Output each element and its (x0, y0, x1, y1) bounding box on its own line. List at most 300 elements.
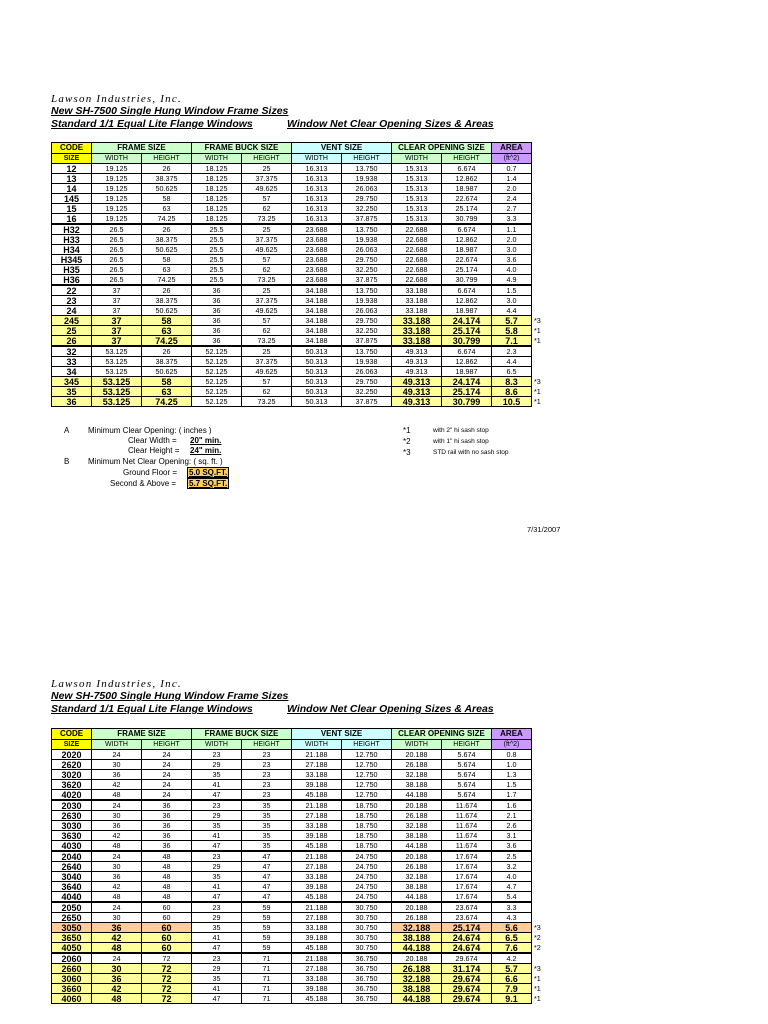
cell-area: 4.2 (492, 953, 532, 964)
table-row (52, 184, 552, 194)
cell-buck-width: 18.125 (192, 174, 242, 184)
table-row (52, 800, 552, 811)
cell-frame-height: 63 (142, 326, 192, 336)
cell-buck-width: 36 (192, 316, 242, 326)
cell-buck-width: 52.125 (192, 377, 242, 387)
cell-frame-width: 42 (92, 882, 142, 892)
cell-clear-width: 38.188 (392, 984, 442, 994)
cell-clear-width: 49.313 (392, 346, 442, 357)
cell-footnote (532, 275, 552, 286)
cell-buck-height: 47 (242, 872, 292, 882)
table-row (52, 265, 552, 275)
cell-frame-width: 53.125 (92, 367, 142, 377)
cell-footnote (532, 800, 552, 811)
cell-frame-width: 48 (92, 892, 142, 903)
table-row (52, 841, 552, 852)
cell-frame-height: 74.25 (142, 336, 192, 347)
cell-code: 4030 (52, 841, 92, 852)
cell-clear-height: 25.174 (442, 204, 492, 214)
cell-buck-height: 47 (242, 862, 292, 872)
table-row (52, 913, 552, 923)
cell-vent-width: 45.188 (292, 790, 342, 801)
cell-area: 3.2 (492, 862, 532, 872)
cell-buck-width: 36 (192, 296, 242, 306)
cell-footnote (532, 760, 552, 770)
cell-buck-width: 23 (192, 851, 242, 862)
cell-frame-width: 36 (92, 770, 142, 780)
cell-vent-height: 32.250 (342, 265, 392, 275)
cell-footnote (532, 367, 552, 377)
cell-clear-width: 33.188 (392, 296, 442, 306)
cell-vent-width: 39.188 (292, 882, 342, 892)
cell-vent-height: 19.938 (342, 296, 392, 306)
cell-buck-width: 29 (192, 862, 242, 872)
cell-area: 2.3 (492, 346, 532, 357)
cell-clear-height: 6.674 (442, 224, 492, 235)
cell-frame-height: 36 (142, 831, 192, 841)
cell-vent-width: 16.313 (292, 194, 342, 204)
table-row (52, 933, 552, 943)
cell-footnote (532, 902, 552, 913)
second-floor-label: Second & Above = (110, 479, 177, 488)
table-row (52, 387, 552, 397)
cell-area: 5.4 (492, 892, 532, 903)
cell-frame-height: 60 (142, 943, 192, 954)
cell-frame-height: 60 (142, 933, 192, 943)
cell-vent-width: 16.313 (292, 204, 342, 214)
cell-footnote: *3 (534, 315, 541, 325)
col-header-clear-opening: CLEAR OPENING SIZE (392, 729, 492, 740)
cell-code: 345 (52, 377, 92, 387)
footnote-1-mark: *1 (403, 426, 411, 435)
cell-vent-height: 37.875 (342, 275, 392, 286)
cell-clear-width: 32.188 (392, 974, 442, 984)
cell-vent-height: 18.750 (342, 821, 392, 831)
cell-vent-width: 27.188 (292, 811, 342, 821)
col-subheader-area-unit: (ft^2) (492, 740, 532, 750)
cell-frame-width: 24 (92, 851, 142, 862)
cell-vent-height: 30.750 (342, 913, 392, 923)
cell-clear-height: 25.174 (442, 265, 492, 275)
cell-vent-width: 34.188 (292, 316, 342, 326)
cell-footnote (532, 265, 552, 275)
cell-area: 9.1 (492, 994, 532, 1004)
cell-buck-height: 71 (242, 953, 292, 964)
footnote-3-text: STD rail with no sash stop (433, 449, 509, 456)
cell-area: 7.1 (492, 336, 532, 347)
cell-buck-width: 52.125 (192, 397, 242, 407)
cell-vent-width: 33.188 (292, 770, 342, 780)
cell-vent-height: 18.750 (342, 831, 392, 841)
table-row (52, 882, 552, 892)
cell-frame-height: 38.375 (142, 235, 192, 245)
cell-frame-height: 36 (142, 841, 192, 852)
note-a-text: Minimum Clear Opening: ( inches ) (88, 426, 212, 435)
cell-footnote (532, 831, 552, 841)
table-row (52, 296, 552, 306)
cell-frame-height: 72 (142, 953, 192, 964)
cell-area: 8.3 (492, 377, 532, 387)
cell-buck-height: 62 (242, 265, 292, 275)
cell-buck-height: 59 (242, 902, 292, 913)
cell-area: 4.4 (492, 357, 532, 367)
cell-vent-height: 26.063 (342, 367, 392, 377)
cell-buck-width: 52.125 (192, 357, 242, 367)
table-row (52, 760, 552, 770)
cell-frame-height: 50.625 (142, 245, 192, 255)
cell-area: 1.6 (492, 800, 532, 811)
cell-code: 3020 (52, 770, 92, 780)
cell-frame-height: 72 (142, 964, 192, 974)
cell-frame-height: 26 (142, 285, 192, 296)
cell-vent-height: 19.938 (342, 357, 392, 367)
cell-clear-width: 32.188 (392, 923, 442, 933)
cell-frame-height: 63 (142, 265, 192, 275)
cell-clear-height: 30.799 (442, 275, 492, 286)
cell-vent-height: 30.750 (342, 902, 392, 913)
cell-clear-height: 6.674 (442, 346, 492, 357)
cell-area: 3.3 (492, 214, 532, 225)
cell-clear-height: 11.674 (442, 800, 492, 811)
cell-buck-width: 36 (192, 326, 242, 336)
cell-vent-width: 27.188 (292, 760, 342, 770)
cell-clear-width: 15.313 (392, 194, 442, 204)
cell-vent-height: 32.250 (342, 204, 392, 214)
cell-vent-width: 45.188 (292, 892, 342, 903)
cell-buck-height: 59 (242, 913, 292, 923)
cell-buck-width: 36 (192, 306, 242, 316)
cell-footnote (532, 346, 552, 357)
cell-vent-height: 18.750 (342, 811, 392, 821)
cell-code: 33 (52, 357, 92, 367)
cell-buck-width: 52.125 (192, 387, 242, 397)
col-subheader-buck-height: HEIGHT (242, 154, 292, 164)
col-header-frame-size: FRAME SIZE (92, 143, 192, 154)
cell-vent-height: 26.063 (342, 184, 392, 194)
cell-vent-height: 24.750 (342, 872, 392, 882)
cell-code: 3660 (52, 984, 92, 994)
cell-frame-width: 48 (92, 943, 142, 954)
cell-area: 2.6 (492, 821, 532, 831)
table-row (52, 750, 552, 760)
cell-code: 3040 (52, 872, 92, 882)
cell-clear-width: 49.313 (392, 377, 442, 387)
cell-code: 2050 (52, 902, 92, 913)
cell-vent-width: 27.188 (292, 913, 342, 923)
cell-frame-width: 53.125 (92, 377, 142, 387)
cell-vent-width: 39.188 (292, 984, 342, 994)
cell-code: 2650 (52, 913, 92, 923)
cell-vent-width: 16.313 (292, 214, 342, 225)
cell-buck-height: 37.375 (242, 296, 292, 306)
subheader-row (52, 154, 552, 164)
ground-floor-value: 5.0 SQ.FT. (189, 468, 228, 477)
table-row (52, 306, 552, 316)
title-clear-opening-p2: Window Net Clear Opening Sizes & Areas (287, 703, 494, 715)
cell-vent-width: 33.188 (292, 974, 342, 984)
cell-buck-width: 18.125 (192, 164, 242, 174)
cell-frame-height: 60 (142, 902, 192, 913)
cell-buck-height: 71 (242, 994, 292, 1004)
cell-vent-height: 13.750 (342, 224, 392, 235)
cell-footnote (532, 851, 552, 862)
cell-frame-height: 72 (142, 974, 192, 984)
cell-code: H36 (52, 275, 92, 286)
cell-frame-height: 63 (142, 387, 192, 397)
cell-frame-width: 48 (92, 790, 142, 801)
cell-clear-width: 20.188 (392, 902, 442, 913)
cell-clear-width: 38.188 (392, 780, 442, 790)
cell-vent-width: 34.188 (292, 285, 342, 296)
cell-frame-height: 50.625 (142, 367, 192, 377)
cell-vent-width: 39.188 (292, 831, 342, 841)
cell-clear-width: 33.188 (392, 326, 442, 336)
cell-clear-height: 25.174 (442, 923, 492, 933)
cell-vent-width: 50.313 (292, 346, 342, 357)
col-subheader-frame-width: WIDTH (92, 154, 142, 164)
cell-buck-width: 41 (192, 831, 242, 841)
cell-area: 2.0 (492, 184, 532, 194)
cell-frame-height: 58 (142, 255, 192, 265)
cell-vent-width: 34.188 (292, 326, 342, 336)
cell-frame-height: 24 (142, 760, 192, 770)
cell-code: 2040 (52, 851, 92, 862)
cell-footnote: *3 (534, 963, 541, 973)
cell-buck-width: 29 (192, 913, 242, 923)
cell-buck-height: 47 (242, 892, 292, 903)
cell-buck-height: 59 (242, 923, 292, 933)
cell-footnote: *1 (534, 983, 541, 993)
cell-frame-width: 24 (92, 750, 142, 760)
cell-frame-height: 48 (142, 882, 192, 892)
cell-frame-width: 19.125 (92, 164, 142, 174)
cell-clear-width: 49.313 (392, 387, 442, 397)
cell-vent-width: 27.188 (292, 964, 342, 974)
cell-clear-width: 20.188 (392, 953, 442, 964)
cell-area: 2.0 (492, 235, 532, 245)
col-subheader-buck-width: WIDTH (192, 154, 242, 164)
cell-buck-width: 35 (192, 821, 242, 831)
cell-clear-width: 20.188 (392, 851, 442, 862)
cell-buck-width: 29 (192, 760, 242, 770)
cell-code: 16 (52, 214, 92, 225)
cell-footnote: *2 (534, 932, 541, 942)
col-header-size: SIZE (52, 154, 92, 164)
cell-frame-height: 26 (142, 346, 192, 357)
cell-vent-height: 12.750 (342, 770, 392, 780)
col-subheader-buck-height: HEIGHT (242, 740, 292, 750)
cell-footnote (532, 790, 552, 801)
cell-vent-width: 23.688 (292, 235, 342, 245)
cell-frame-width: 53.125 (92, 387, 142, 397)
cell-buck-width: 25.5 (192, 265, 242, 275)
cell-vent-height: 19.938 (342, 235, 392, 245)
cell-buck-width: 36 (192, 285, 242, 296)
cell-clear-height: 18.987 (442, 367, 492, 377)
company-name-2: Lawson Industries, Inc. (51, 678, 182, 690)
cell-clear-height: 5.674 (442, 790, 492, 801)
cell-vent-width: 16.313 (292, 174, 342, 184)
cell-footnote (532, 821, 552, 831)
clear-width-label: Clear Width = (128, 436, 177, 445)
table-row (52, 224, 552, 235)
cell-frame-width: 37 (92, 326, 142, 336)
table-row (52, 214, 552, 225)
clear-height-label: Clear Height = (128, 446, 180, 455)
cell-footnote: *2 (534, 942, 541, 952)
cell-code: 3630 (52, 831, 92, 841)
cell-area: 1.0 (492, 760, 532, 770)
cell-area: 5.6 (492, 923, 532, 933)
cell-frame-height: 24 (142, 750, 192, 760)
table-row (52, 790, 552, 801)
cell-frame-height: 74.25 (142, 214, 192, 225)
cell-code: 15 (52, 204, 92, 214)
cell-buck-height: 73.25 (242, 214, 292, 225)
cell-vent-width: 45.188 (292, 994, 342, 1004)
cell-vent-width: 33.188 (292, 872, 342, 882)
header-spacer (532, 740, 552, 750)
cell-buck-width: 18.125 (192, 204, 242, 214)
footnote-2-mark: *2 (403, 437, 411, 446)
cell-buck-width: 41 (192, 933, 242, 943)
cell-buck-height: 73.25 (242, 397, 292, 407)
cell-buck-width: 35 (192, 974, 242, 984)
cell-code: 4060 (52, 994, 92, 1004)
cell-code: 12 (52, 164, 92, 174)
cell-vent-height: 26.063 (342, 306, 392, 316)
cell-vent-width: 39.188 (292, 933, 342, 943)
cell-clear-height: 12.862 (442, 235, 492, 245)
table-row (52, 974, 552, 984)
cell-vent-height: 18.750 (342, 800, 392, 811)
cell-clear-height: 11.674 (442, 811, 492, 821)
table-row (52, 285, 552, 296)
cell-frame-width: 37 (92, 296, 142, 306)
cell-buck-width: 47 (192, 994, 242, 1004)
cell-frame-width: 19.125 (92, 184, 142, 194)
cell-clear-height: 17.674 (442, 851, 492, 862)
frame-size-table-1 (51, 142, 552, 407)
col-header-clear-opening: CLEAR OPENING SIZE (392, 143, 492, 154)
cell-clear-width: 44.188 (392, 943, 442, 954)
cell-footnote (532, 892, 552, 903)
cell-clear-width: 32.188 (392, 770, 442, 780)
cell-vent-width: 50.313 (292, 377, 342, 387)
cell-area: 8.6 (492, 387, 532, 397)
cell-clear-width: 44.188 (392, 892, 442, 903)
cell-frame-height: 60 (142, 923, 192, 933)
cell-clear-width: 33.188 (392, 285, 442, 296)
table-row (52, 357, 552, 367)
cell-frame-height: 26 (142, 164, 192, 174)
cell-frame-width: 30 (92, 760, 142, 770)
cell-clear-width: 44.188 (392, 994, 442, 1004)
cell-vent-height: 18.750 (342, 841, 392, 852)
cell-code: 2620 (52, 760, 92, 770)
cell-vent-width: 34.188 (292, 306, 342, 316)
table-row (52, 367, 552, 377)
cell-buck-height: 57 (242, 255, 292, 265)
cell-frame-width: 37 (92, 306, 142, 316)
cell-clear-height: 29.674 (442, 994, 492, 1004)
cell-clear-width: 26.188 (392, 760, 442, 770)
cell-buck-height: 49.625 (242, 306, 292, 316)
header-row (52, 143, 552, 154)
cell-clear-height: 5.674 (442, 780, 492, 790)
cell-footnote (532, 780, 552, 790)
cell-code: 4050 (52, 943, 92, 954)
table-row (52, 821, 552, 831)
table-row (52, 336, 552, 347)
cell-frame-width: 30 (92, 964, 142, 974)
cell-frame-height: 36 (142, 821, 192, 831)
cell-buck-height: 35 (242, 831, 292, 841)
cell-buck-height: 49.625 (242, 184, 292, 194)
table-row (52, 275, 552, 286)
cell-clear-height: 11.674 (442, 841, 492, 852)
cell-clear-height: 12.862 (442, 357, 492, 367)
cell-vent-width: 16.313 (292, 164, 342, 174)
cell-footnote (532, 913, 552, 923)
cell-code: H345 (52, 255, 92, 265)
cell-buck-height: 59 (242, 933, 292, 943)
cell-frame-height: 48 (142, 892, 192, 903)
cell-vent-width: 27.188 (292, 862, 342, 872)
cell-vent-height: 36.750 (342, 964, 392, 974)
cell-vent-height: 12.750 (342, 780, 392, 790)
cell-frame-height: 58 (142, 377, 192, 387)
cell-frame-width: 36 (92, 923, 142, 933)
cell-area: 3.1 (492, 831, 532, 841)
col-header-code: CODE (52, 143, 92, 154)
cell-area: 4.4 (492, 306, 532, 316)
cell-vent-height: 24.750 (342, 862, 392, 872)
cell-clear-width: 33.188 (392, 306, 442, 316)
cell-frame-width: 26.5 (92, 235, 142, 245)
cell-area: 4.7 (492, 882, 532, 892)
cell-vent-height: 36.750 (342, 994, 392, 1004)
col-header-buck-size: FRAME BUCK SIZE (192, 143, 292, 154)
cell-vent-height: 36.750 (342, 953, 392, 964)
cell-frame-height: 24 (142, 780, 192, 790)
cell-frame-width: 42 (92, 780, 142, 790)
cell-clear-height: 5.674 (442, 750, 492, 760)
table-row (52, 862, 552, 872)
cell-buck-width: 23 (192, 800, 242, 811)
cell-code: 25 (52, 326, 92, 336)
cell-footnote: *1 (534, 973, 541, 983)
cell-clear-height: 17.674 (442, 882, 492, 892)
col-header-code: CODE (52, 729, 92, 740)
cell-footnote: *3 (534, 922, 541, 932)
table-row (52, 164, 552, 174)
cell-code: 23 (52, 296, 92, 306)
cell-area: 1.1 (492, 224, 532, 235)
cell-frame-height: 74.25 (142, 397, 192, 407)
clear-width-value: 20" min. (190, 436, 222, 445)
table-row (52, 245, 552, 255)
cell-frame-width: 26.5 (92, 265, 142, 275)
cell-clear-height: 18.987 (442, 184, 492, 194)
cell-buck-width: 23 (192, 750, 242, 760)
cell-area: 3.0 (492, 296, 532, 306)
cell-vent-height: 13.750 (342, 285, 392, 296)
title-line-1-p2: New SH-7500 Single Hung Window Frame Sizes (51, 690, 289, 702)
cell-code: 14 (52, 184, 92, 194)
cell-vent-width: 33.188 (292, 923, 342, 933)
table-row (52, 811, 552, 821)
